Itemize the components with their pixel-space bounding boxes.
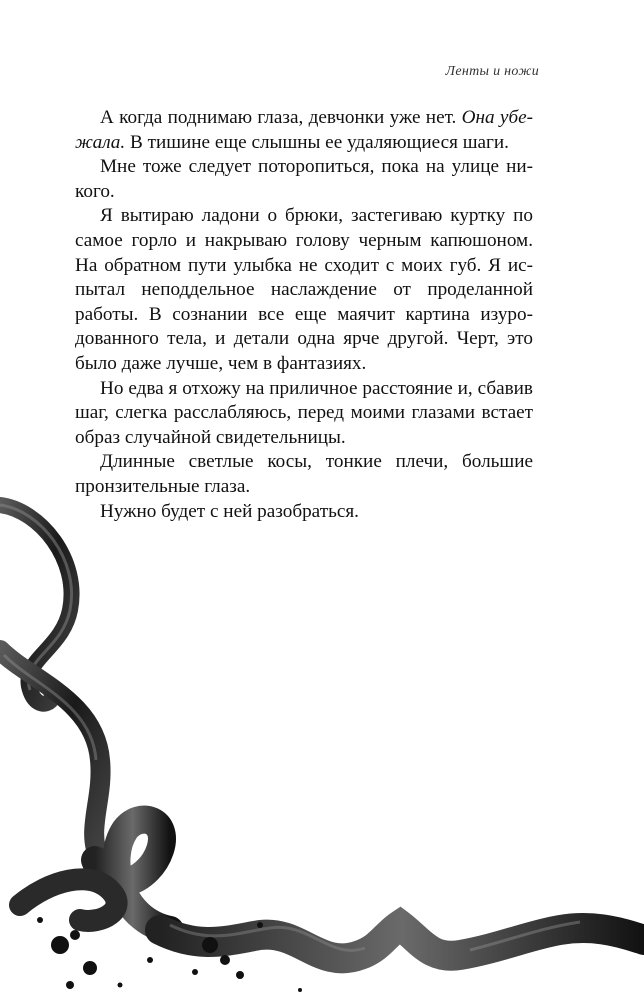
paragraph-5: Длинные светлые косы, тонкие плечи, большие пронзительные глаза.	[75, 451, 533, 497]
paragraph-1	[75, 106, 533, 155]
body-text	[75, 106, 533, 524]
paragraph-1-start: А когда поднимаю глаза, девчонки уже нет.	[100, 107, 462, 128]
paragraph-1-italic: Она убежала.	[75, 107, 533, 153]
ribbon-bottom	[160, 925, 644, 958]
running-head: Ленты и ножи	[445, 64, 539, 79]
paragraph-6: Нужно будет с ней разобраться.	[100, 500, 359, 522]
paragraph-1-end: В тишине еще слышны ее удаляющиеся шаги.	[125, 131, 509, 153]
paragraph-3: Я вытираю ладони о брюки, застегиваю куртку по самое горло и накрываю голову черным капюшоном. На обратном пути улыбка не сходит с моих губ. Я испытал неподдельное наслаждение от проделанной работы. В сознании все еще маячит картина изуродованного тела, и детали одна ярче другой. Черт, это было даже лучше, чем в фантазиях.	[75, 205, 533, 374]
paragraph-2: Мне тоже следует поторопиться, пока на улице никого.	[75, 156, 533, 202]
paragraph-4: Но едва я отхожу на приличное расстояние и, сбавив шаг, слегка расслабляюсь, перед моими глазами встает образ случайной свидетельницы.	[75, 377, 533, 448]
ribbon-descending	[0, 650, 101, 860]
ink-ribbon-illustration	[0, 480, 644, 1000]
